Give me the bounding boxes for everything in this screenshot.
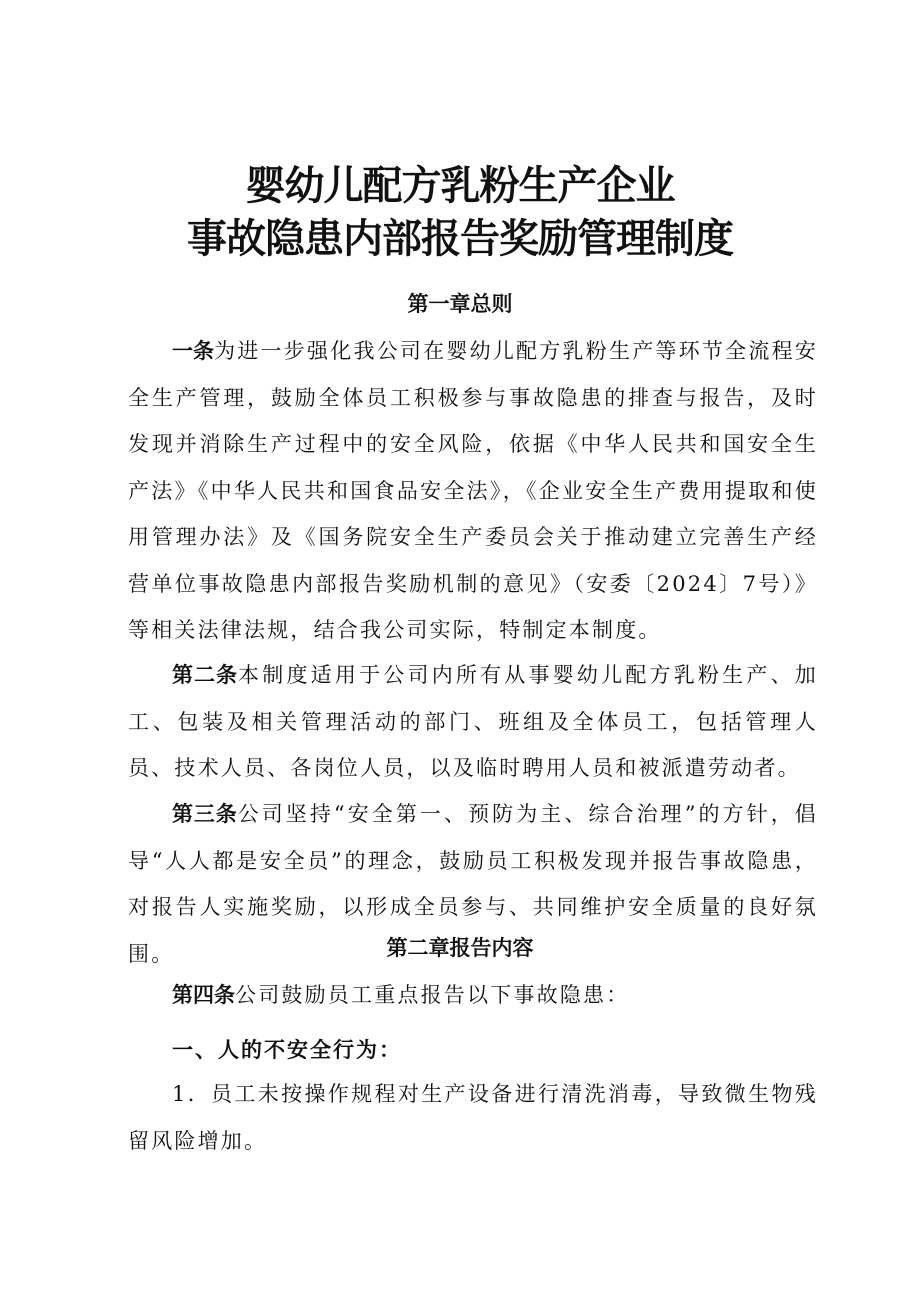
item-1 (128, 1071, 818, 1164)
article-2-lead: 第二条 (172, 663, 239, 687)
chapter-2-heading: 第二章报告内容 (386, 936, 534, 960)
article-1-text: 为进一步强化我公司在婴幼儿配方乳粉生产等环节全流程安全生产管理，鼓励全体员工积极参与事故隐患的排查与报告，及时发现并消除生产过程中的安全风险，依据《中华人民共和国安全生产法》《中华人民共和国食品安全法》，《企业安全生产费用提取和使用管理办法》及《国务院安全生产委员会关于推动建立完善生产经营单位事故隐患内部报告奖励机制的意见》（安委〔2024〕7号）》等相关法律法规，结合我公司实际，特制定本制度。 (128, 339, 818, 642)
article-4 (128, 972, 818, 1019)
article-1-lead: 一条 (172, 339, 215, 363)
article-3-text: 公司坚持“安全第一、预防为主、综合治理”的方针，倡导“人人都是安全员”的理念，鼓励员工积极发现并报告事故隐患，对报告人实施奖励，以形成全员参与、共同维护安全质量的良好氛围。 (128, 802, 818, 966)
article-2-text: 本制度适用于公司内所有从事婴幼儿配方乳粉生产、加工、包装及相关管理活动的部门、班组及全体员工，包括管理人员、技术人员、各岗位人员，以及临时聘用人员和被派遣劳动者。 (128, 663, 818, 780)
chapter-1-heading: 第一章总则 (407, 292, 513, 316)
article-4-text: 公司鼓励员工重点报告以下事故隐患： (235, 983, 630, 1007)
item-1-text: 1．员工未按操作规程对生产设备进行清洗消毒，导致微生物残留风险增加。 (128, 1082, 818, 1153)
article-4-lead: 第四条 (172, 983, 235, 1007)
article-3-lead: 第三条 (172, 802, 238, 826)
section-1-heading: 一、人的不安全行为： (172, 1038, 402, 1062)
article-1 (128, 328, 818, 654)
document-title-line-2: 事故隐患内部报告奖励管理制度 (187, 216, 733, 262)
article-2 (128, 652, 818, 792)
document-title-line-1: 婴幼儿配方乳粉生产企业 (245, 163, 675, 209)
